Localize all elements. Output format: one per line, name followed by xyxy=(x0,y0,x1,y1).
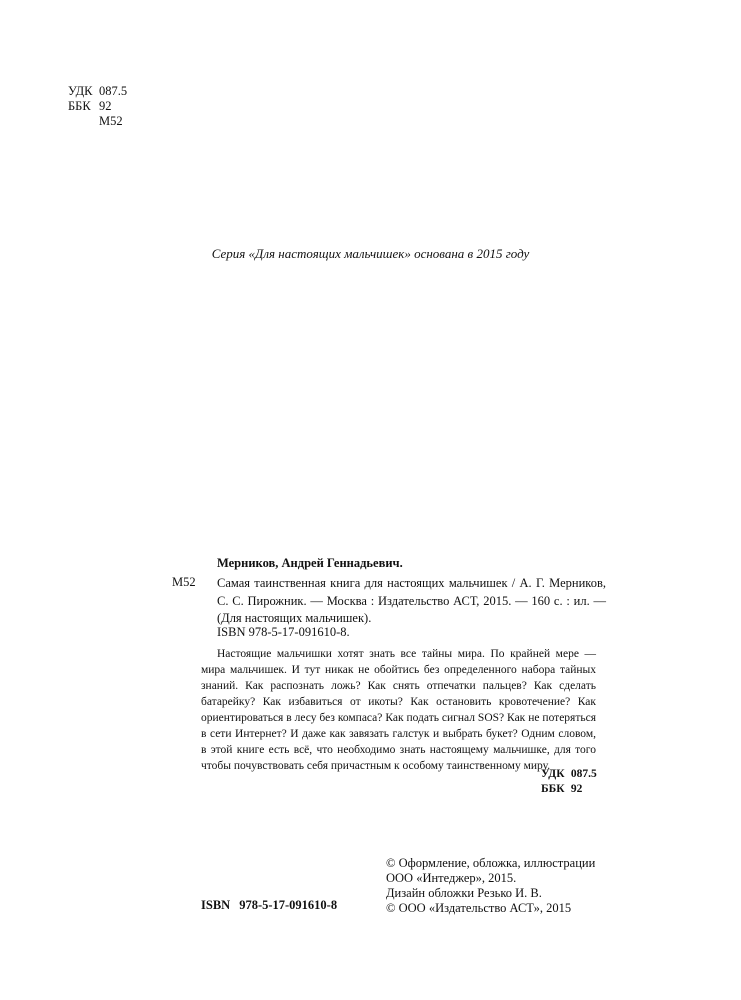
copyright-line-4: © ООО «Издательство АСТ», 2015 xyxy=(386,901,572,915)
classification-codes-top xyxy=(68,84,127,129)
bbk-label: ББК xyxy=(68,99,91,113)
udk-row xyxy=(68,84,127,99)
udk-label: УДК xyxy=(68,84,93,98)
bbk-row xyxy=(68,99,127,114)
bbk-value-bottom: 92 xyxy=(570,783,583,795)
bbk-row-bottom xyxy=(541,782,597,797)
isbn-line: ISBN 978-5-17-091610-8. xyxy=(217,625,350,639)
annotation-text: Настоящие мальчишки хотят знать все тайны мира. По крайней мере — мира мальчишек. И тут никак не обойтись без определенного набора тайных знаний. Как распознать ложь? Как снять отпечатки пальцев? Как сделать батарейку? Как избавиться от икоты? Как остановить кровотечение? Как ориентироваться в лесу без компаса? Как подать сигнал SOS? Как не потеряться в сети Интернет? И даже как завязать галстук и выбрать букет? Одним словом, в этой книге есть всё, что необходимо знать настоящему мальчишке, для того чтобы почувствовать себя причастным к особому таинственному миру. xyxy=(201,648,596,772)
udk-value: 087.5 xyxy=(99,84,128,98)
isbn-bottom xyxy=(201,898,337,913)
udk-value-bottom: 087.5 xyxy=(570,768,597,780)
copyright-line-2: ООО «Интеджер», 2015. xyxy=(386,871,517,885)
author-mark: М52 xyxy=(172,575,196,589)
isbn-value: 978-5-17-091610-8 xyxy=(239,898,338,912)
copyright-block xyxy=(386,856,595,916)
author-mark-top: М52 xyxy=(99,114,123,128)
udk-row-bottom xyxy=(541,767,597,782)
copyright-line-3: Дизайн обложки Резько И. В. xyxy=(386,886,542,900)
copyright-line-1: © Оформление, обложка, иллюстрации xyxy=(386,856,596,870)
author-heading: Мерников, Андрей Геннадьевич. xyxy=(217,556,403,570)
bbk-value: 92 xyxy=(99,99,112,113)
bbk-label-bottom: ББК xyxy=(541,783,565,795)
bibliographic-description: Самая таинственная книга для настоящих мальчишек / А. Г. Мерников, С. С. Пирожник. — Москва : Издательство АСТ, 2015. — 160 с. : ил. — (Для настоящих мальчишек). xyxy=(217,576,606,625)
classification-codes-bottom xyxy=(541,767,597,797)
udk-label-bottom: УДК xyxy=(541,768,565,780)
series-note: Серия «Для настоящих мальчишек» основана в 2015 году xyxy=(211,246,530,261)
isbn-label: ISBN xyxy=(201,898,231,912)
